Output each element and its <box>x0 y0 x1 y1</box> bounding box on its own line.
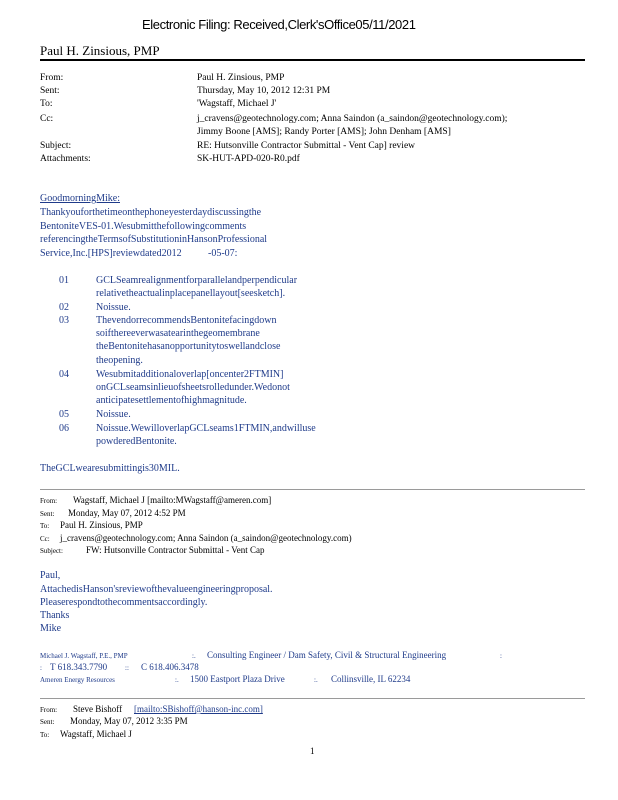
sig-separator: :. <box>314 676 318 684</box>
sig-city: Collinsville, IL 62234 <box>331 674 411 684</box>
item-line: Wesubmitadditionaloverlap[oncenter2FTMIN] <box>96 369 284 380</box>
item-line: ThevendorrecommendsBentonitefacingdown <box>96 315 277 326</box>
item-line: Noissue.WewilloverlapGCLseams1FTMIN,andwilluse <box>96 423 316 434</box>
msg3-to-value: Wagstaff, Michael J <box>60 729 132 739</box>
message-divider <box>40 698 585 699</box>
item-line: soifthereeverwasatearinthegeomembrane <box>96 328 260 339</box>
msg3-from-value: Steve Bishoff <box>73 704 123 714</box>
sent-label: Sent: <box>40 86 60 96</box>
msg2-subject-label: Subject: <box>40 547 63 555</box>
sig-cell: C 618.406.3478 <box>141 662 199 672</box>
attachment-link[interactable]: SK-HUT-APD-020-R0.pdf <box>197 154 300 164</box>
msg2-cc-label: Cc: <box>40 535 50 543</box>
from-label: From: <box>40 73 64 83</box>
msg2-body-line: Pleaserespondtothecommentsaccordingly. <box>40 597 208 608</box>
sig-separator: : <box>500 652 502 660</box>
to-label: To: <box>40 99 53 109</box>
item-line: anticipatesettlementofhighmagnitude. <box>96 395 247 406</box>
item-number: 05 <box>59 409 69 420</box>
intro-line-4-date: -05-07: <box>208 248 238 259</box>
item-number: 01 <box>59 275 69 286</box>
cc-label: Cc: <box>40 114 54 124</box>
header-rule <box>40 59 585 61</box>
item-line: onGCLseamsinlieuofsheetsrolledunder.Wedonot <box>96 382 290 393</box>
sig-company: Ameren Energy Resources <box>40 676 115 684</box>
msg3-from-label: From: <box>40 706 58 714</box>
attachments-label: Attachments: <box>40 154 91 164</box>
sig-name: Michael J. Wagstaff, P.E., PMP <box>40 652 128 660</box>
msg3-mailto-link[interactable]: [mailto:SBishoff@hanson-inc.com] <box>134 704 263 714</box>
item-line: powderedBentonite. <box>96 436 177 447</box>
msg3-sent-value: Monday, May 07, 2012 3:35 PM <box>70 716 188 726</box>
item-number: 04 <box>59 369 69 380</box>
sig-title: Consulting Engineer / Dam Safety, Civil & Structural Engineering <box>207 650 447 660</box>
page-number: 1 <box>310 746 315 756</box>
sig-phone: T 618.343.7790 <box>50 662 108 672</box>
intro-line-3: referencingtheTermsofSubstitutioninHansonProfessional <box>40 234 268 245</box>
item-number: 06 <box>59 423 69 434</box>
message-divider <box>40 489 585 490</box>
msg3-to-label: To: <box>40 731 50 739</box>
intro-line-1: Thankyouforthetimeonthephoneyesterdaydiscussingthe <box>40 207 262 218</box>
to-value: 'Wagstaff, Michael J' <box>197 99 277 109</box>
item-number: 02 <box>59 302 69 313</box>
sig-separator: :: <box>125 664 129 672</box>
closing-line: TheGCLwearesubmittingis30MIL. <box>40 463 180 474</box>
msg2-to-value: Paul H. Zinsious, PMP <box>60 520 143 530</box>
from-value: Paul H. Zinsious, PMP <box>197 73 285 83</box>
msg2-from-value: Wagstaff, Michael J [mailto:MWagstaff@ameren.com] <box>73 495 272 505</box>
sent-value: Thursday, May 10, 2012 12:31 PM <box>197 86 331 96</box>
sig-separator: :. <box>175 676 179 684</box>
sender-name: Paul H. Zinsious, PMP <box>40 43 160 58</box>
msg2-body-line: AttachedisHanson'sreviewofthevalueengineeringproposal. <box>40 584 273 595</box>
msg2-body-line: Thanks <box>40 610 70 621</box>
sig-address: 1500 Eastport Plaza Drive <box>190 674 285 684</box>
greeting: GoodmorningMike: <box>40 193 120 204</box>
msg2-to-label: To: <box>40 522 50 530</box>
intro-line-4: Service,Inc.[HPS]reviewdated2012 <box>40 248 182 259</box>
msg2-cc-value: j_cravens@geotechnology.com; Anna Saindon (a_saindon@geotechnology.com) <box>60 533 352 543</box>
msg2-sent-label: Sent: <box>40 510 55 518</box>
subject-value: RE: Hutsonville Contractor Submittal - Vent Cap] review <box>197 141 416 151</box>
msg2-sent-value: Monday, May 07, 2012 4:52 PM <box>68 508 186 518</box>
item-line: Noissue. <box>96 302 131 313</box>
item-line: theopening. <box>96 355 143 366</box>
sig-separator: : <box>40 664 42 672</box>
msg2-body-line: Mike <box>40 623 62 634</box>
cc-value-line1: j_cravens@geotechnology.com; Anna Saindon (a_saindon@geotechnology.com); <box>197 114 508 124</box>
item-line: theBentonitehasanopportunitytoswellandclose <box>96 341 281 352</box>
msg2-subject-value: FW: Hutsonville Contractor Submittal - Vent Cap <box>86 545 265 555</box>
intro-line-2: BentoniteVES-01.Wesubmitthefollowingcomments <box>40 221 247 232</box>
item-line: GCLSeamrealignmentforparallelandperpendicular <box>96 275 298 286</box>
cc-value-line2: Jimmy Boone [AMS]; Randy Porter [AMS]; John Denham [AMS] <box>197 127 451 137</box>
filing-stamp: Electronic Filing: Received,Clerk'sOffice05/11/2021 <box>142 17 416 32</box>
subject-label: Subject: <box>40 141 72 151</box>
item-line: Noissue. <box>96 409 131 420</box>
msg2-from-label: From: <box>40 497 58 505</box>
sig-separator: :. <box>192 652 196 660</box>
item-line: relativetheactualinplacepanellayout[seesketch]. <box>96 288 286 299</box>
item-number: 03 <box>59 315 69 326</box>
msg3-sent-label: Sent: <box>40 718 55 726</box>
msg2-body-line: Paul, <box>40 570 61 581</box>
